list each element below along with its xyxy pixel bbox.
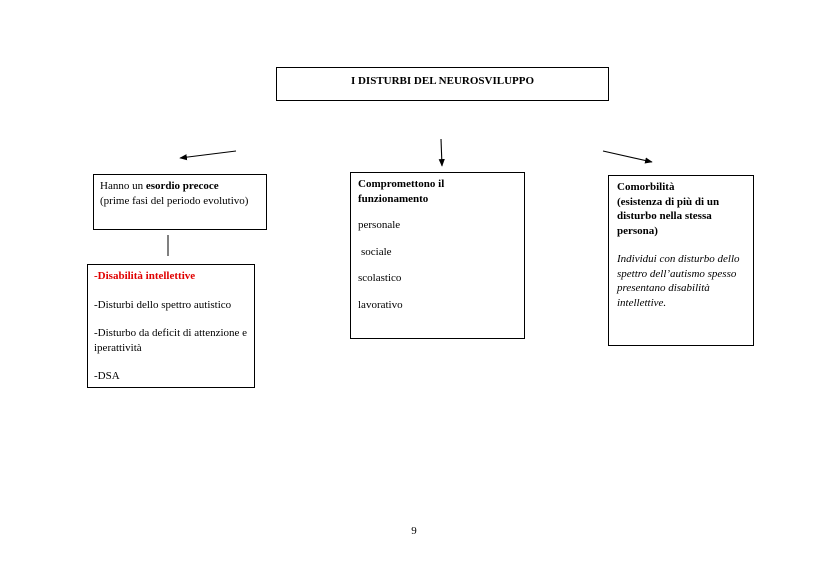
arrow-left [180, 151, 236, 158]
list-item: -DSA [94, 370, 120, 383]
disorders-list-box [87, 264, 255, 388]
list-item: -Disturbo da deficit di attenzione e iperattività [94, 327, 248, 354]
diagram-title: I DISTURBI DEL NEUROSVILUPPO [350, 75, 535, 87]
onset-prefix: Hanno un [100, 180, 146, 192]
onset-rest: (prime fasi del periodo evolutivo) [100, 194, 249, 207]
arrow-right [603, 151, 652, 162]
title-box [276, 67, 609, 101]
list-item: sociale [361, 245, 392, 258]
onset-bold: esordio precoce [145, 180, 219, 192]
list-item: lavorativo [358, 298, 403, 311]
list-item: -Disabilità intellettive [94, 270, 196, 282]
arrow-center [441, 139, 442, 166]
functioning-heading: Compromettono il funzionamento [358, 178, 445, 205]
list-item: -Disturbi dello spettro autistico [94, 298, 232, 311]
comorbidity-heading: Comorbilità [617, 181, 675, 193]
page-number: 9 [411, 525, 417, 537]
functioning-box [350, 172, 525, 339]
highlighted-item: Disabilità intellettive [97, 270, 196, 282]
comorbidity-subheading: (esistenza di più di un disturbo nella stessa persona) [617, 195, 720, 237]
list-item: scolastico [358, 272, 402, 285]
list-item: personale [358, 219, 401, 232]
comorbidity-note: Individui con disturbo dello spettro dell’autismo spesso presentano disabilità intellettive. [617, 253, 740, 309]
onset-box [93, 174, 267, 230]
comorbidity-box [608, 175, 754, 346]
